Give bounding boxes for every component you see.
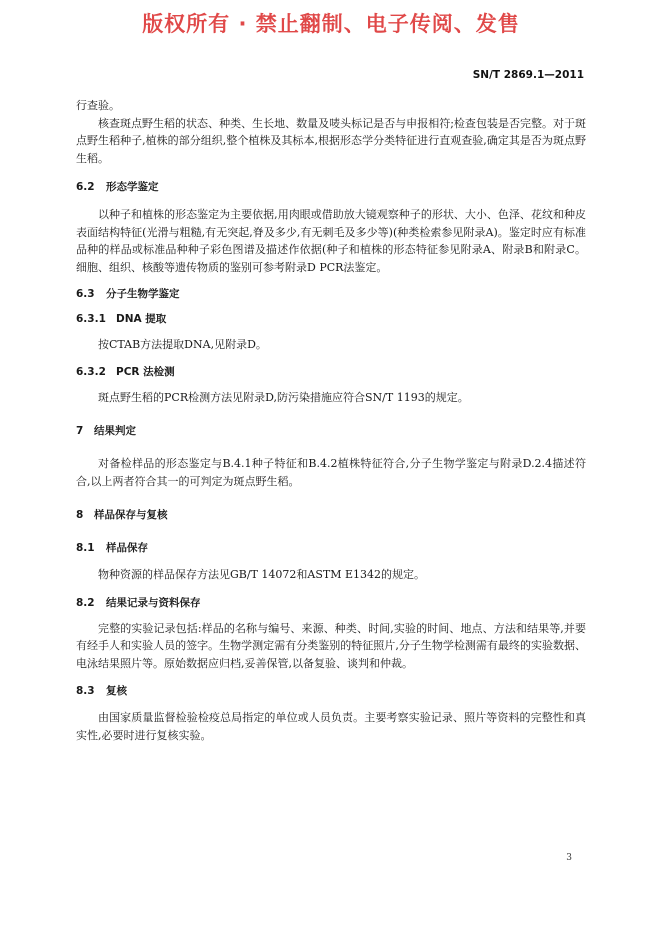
section-title: DNA 提取 xyxy=(116,313,167,325)
document-body xyxy=(76,97,586,744)
paragraph: 以种子和植株的形态鉴定为主要依据,用肉眼或借助放大镜观察种子的形状、大小、色泽、花纹和种皮表面结构特征(光滑与粗糙,有无突起,脊及多少,有无刺毛及多少等)(种类检索参见附录A)。鉴定时应有标准品种的样品或标准品种种子彩色图谱及描述作依据(种子和植株的形态特征参见附录A、附录B和附录C。细胞、组织、核酸等遗传物质的鉴别可参考附录D PCR法鉴定。 xyxy=(76,208,586,274)
section-title: 结果判定 xyxy=(94,425,136,437)
page-number: 3 xyxy=(566,853,572,863)
section-heading-8-3 xyxy=(76,683,586,699)
section-heading-8 xyxy=(76,507,586,523)
section-title: 样品保存 xyxy=(106,542,148,554)
section-number: 8.1 xyxy=(76,542,95,554)
section-heading-6-3-1 xyxy=(76,311,586,327)
section-heading-6-3-2 xyxy=(76,364,586,380)
section-heading-8-1 xyxy=(76,540,586,556)
section-number: 8.2 xyxy=(76,596,95,609)
paragraph: 对备检样品的形态鉴定与B.4.1种子特征和B.4.2植株特征符合,分子生物学鉴定与附录D.2.4描述符合,以上两者符合其一的可判定为斑点野生稻。 xyxy=(76,457,586,488)
section-number: 6.2 xyxy=(76,181,95,193)
section-number: 8.3 xyxy=(76,685,95,697)
section-heading-7 xyxy=(76,423,586,439)
section-title: 结果记录与资料保存 xyxy=(106,596,201,609)
section-title: 复核 xyxy=(106,685,127,697)
section-number: 6.3.1 xyxy=(76,313,106,325)
watermark-banner: 版权所有 · 禁止翻制、电子传阅、发售 xyxy=(142,12,520,36)
section-heading-6-3 xyxy=(76,286,586,302)
section-title: 形态学鉴定 xyxy=(106,181,159,193)
section-number: 7 xyxy=(76,425,84,437)
paragraph: 斑点野生稻的PCR检测方法见附录D,防污染措施应符合SN/T 1193的规定。 xyxy=(98,390,469,404)
section-title: 样品保存与复核 xyxy=(94,509,168,521)
section-number: 6.3.2 xyxy=(76,365,106,378)
section-heading-8-2 xyxy=(76,595,586,611)
paragraph: 按CTAB方法提取DNA,见附录D。 xyxy=(98,338,267,351)
section-number: 6.3 xyxy=(76,288,95,300)
paragraph: 物种资源的样品保存方法见GB/T 14072和ASTM E1342的规定。 xyxy=(98,568,426,581)
paragraph: 完整的实验记录包括:样品的名称与编号、来源、种类、时间,实验的时间、地点、方法和结果等,并要有经手人和实验人员的签字。生物学测定需有分类鉴别的特征照片,分子生物学检测需有最终的实验数据、电泳结果照片等。原始数据应归档,妥善保管,以备复验、谈判和仲裁。 xyxy=(76,621,586,670)
section-title: 分子生物学鉴定 xyxy=(106,288,180,300)
section-title: PCR 法检测 xyxy=(116,365,175,378)
section-heading-6-2 xyxy=(76,179,586,195)
paragraph: 由国家质量监督检验检疫总局指定的单位或人员负责。主要考察实验记录、照片等资料的完整性和真实性,必要时进行复核实验。 xyxy=(76,711,586,742)
document-code: SN/T 2869.1—2011 xyxy=(472,69,584,81)
paragraph: 核查斑点野生稻的状态、种类、生长地、数量及唛头标记是否与申报相符;检查包装是否完整。对于斑点野生稻种子,植株的部分组织,整个植株及其标本,根据形态学分类特征进行直观查验,确定其是否为斑点野生稻。 xyxy=(76,116,586,165)
section-number: 8 xyxy=(76,509,84,521)
paragraph: 行查验。 xyxy=(76,99,120,112)
